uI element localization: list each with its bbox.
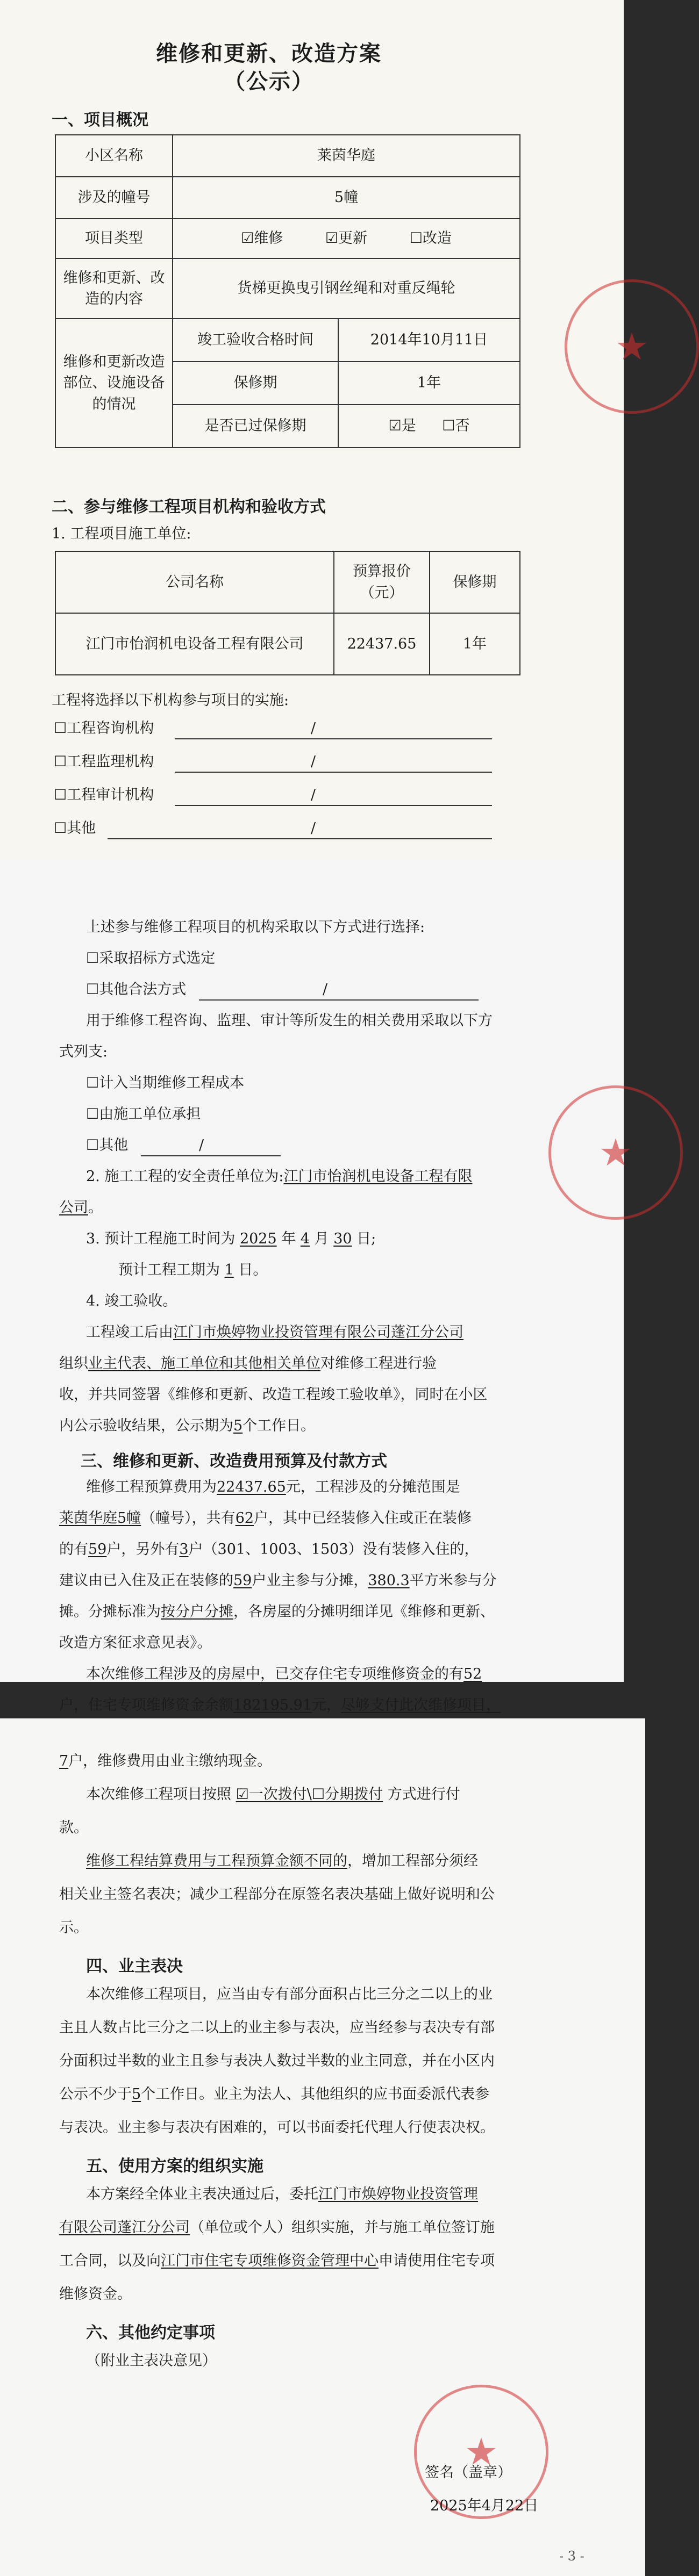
impl-line-3: 工合同，以及向江门市住宅专项维修资金管理中心申请使用住宅专项 [59,2253,495,2269]
type-repair-checkbox[interactable]: ☑维修 [241,230,283,247]
warranty-expired-options [338,405,520,448]
page-2 [0,860,633,1714]
section-budget: 三、维修和更新、改造费用预算及付款方式 [81,1452,387,1471]
acceptance-date-label: 竣工验收合格时间 [173,319,338,362]
community-name-label: 小区名称 [55,135,173,177]
stamp-star-icon: ★ [464,2430,498,2474]
expense-text-2: 式列支: [59,1044,108,1060]
building-label: 涉及的幢号 [55,177,173,219]
project-type-label: 项目类型 [55,219,173,258]
project-overview-table [55,134,520,448]
construction-date-line: 3. 预计工程施工时间为 2025 年 4 月 30 日; [86,1231,376,1247]
section-other: 六、其他约定事项 [86,2323,215,2342]
budget-value: 22437.65 [334,613,430,675]
section-vote: 四、业主表决 [86,1957,183,1976]
budget-line-5: 摊。分摊标准为按分户分摊，各房屋的分摊明细详见《维修和更新、 [59,1603,495,1620]
option-audit[interactable]: ☐工程审计机构 [54,787,154,803]
impl-line-1: 本方案经全体业主表决通过后，委托江门市焕婷物业投资管理 [86,2186,478,2203]
option-expense-other-value: / [199,1137,204,1154]
warranty-header: 保修期 [430,551,520,613]
warranty-label: 保修期 [173,362,338,405]
acceptance-line-4: 内公示验收结果，公示期为5个工作日。 [59,1417,316,1434]
construction-month: 4 [300,1231,310,1247]
page-1 [0,0,649,860]
budget-line-8: 户，住宅专项维修资金余额182195.91元，尽够支付此次维修项目， [59,1697,501,1714]
option-audit-value: / [311,787,316,803]
warranty-expired-label: 是否已过保修期 [173,405,338,448]
institution-select-text: 工程将选择以下机构参与项目的实施: [52,692,289,709]
acceptance-line-1: 工程竣工后由江门市焕婷物业投资管理有限公司蓬江分公司 [86,1324,463,1341]
stamp-star-icon: ★ [615,325,649,369]
settlement-line-2: 相关业主签名表决；减少工程部分在原签名表决基础上做好说明和公 [59,1886,495,1903]
impl-line-4: 维修资金。 [59,2286,132,2302]
page-3 [0,1718,645,2576]
budget-line-3: 的有59户，另外有3户（301、1003、1503）没有装修入住的， [59,1541,479,1558]
signature-label: 签名（盖章） [425,2464,512,2481]
acceptance-line-3: 收，并共同签署《维修和更新、改造工程竣工验收单》，同时在小区 [59,1386,488,1403]
community-name-value: 莱茵华庭 [173,135,520,177]
option-current-cost[interactable]: ☐计入当期维修工程成本 [86,1075,245,1091]
option-contractor-bear[interactable]: ☐由施工单位承担 [86,1106,201,1122]
budget-line-6: 改造方案征求意见表》。 [59,1635,212,1651]
option-consulting[interactable]: ☐工程咨询机构 [54,720,154,737]
safety-unit-line-2: 公司。 [59,1199,103,1216]
construction-day: 30 [333,1231,352,1247]
building-value: 5幢 [173,177,520,219]
signature-date: 2025年4月22日 [430,2498,539,2514]
content-value: 货梯更换曳引钢丝绳和对重反绳轮 [173,258,520,319]
vote-line-2: 主且人数占比三分之二以上的业主参与表决，应当经参与表决专有部 [59,2019,495,2036]
budget-line-1: 维修工程预算费用为22437.65元，工程涉及的分摊范围是 [86,1479,460,1495]
attachment-note: （附业主表决意见） [86,2352,217,2369]
vote-line-5: 与表决。业主参与表决有困难的，可以书面委托代理人行使表决权。 [59,2119,495,2136]
document-title: 维修和更新、改造方案 [156,41,382,66]
project-type-options [173,219,520,258]
warranty-value: 1年 [338,362,520,405]
vote-line-4: 公示不少于5个工作日。业主为法人、其他组织的应书面委派代表参 [59,2086,490,2103]
section-implementation: 五、使用方案的组织实施 [86,2157,263,2176]
acceptance-heading: 4. 竣工验收。 [86,1293,177,1309]
option-expense-other[interactable]: ☐其他 [86,1137,129,1154]
expired-no-checkbox[interactable]: ☐否 [442,418,470,435]
option-consulting-value: / [311,720,316,737]
settlement-line-1: 维修工程结算费用与工程预算金额不同的，增加工程部分须经 [86,1853,478,1869]
document-subtitle: （公示） [224,69,314,94]
company-stamp-page2 [548,1085,683,1220]
equipment-label: 维修和更新改造部位、设施设备的情况 [55,319,173,448]
page-number: - 3 - [559,2549,584,2564]
settlement-line-3: 示。 [59,1919,88,1936]
construction-duration-line: 预计工程工期为 1 日。 [118,1262,268,1278]
payment-method-options[interactable]: ☑一次拨付\☐分期拨付 [236,1786,383,1803]
type-rebuild-checkbox[interactable]: ☐改造 [409,230,452,247]
safety-unit-line: 2. 施工工程的安全责任单位为:江门市怡润机电设备工程有限 [86,1168,473,1185]
budget-line-7: 本次维修工程涉及的房屋中，已交存住宅专项维修资金的有52 [86,1666,482,1682]
safety-unit-value: 江门市怡润机电设备工程有限 [283,1168,473,1185]
construction-duration: 1 [224,1262,234,1278]
budget-header: 预算报价（元） [334,551,430,613]
option-other-legal-value: / [323,981,328,998]
company-stamp [565,279,699,414]
stamp-star-icon: ★ [598,1131,633,1175]
company-warranty: 1年 [430,613,520,675]
option-other-legal[interactable]: ☐其他合法方式 [86,981,187,998]
section-project-overview: 一、项目概况 [52,111,148,129]
vote-line-3: 分面积过半数的业主且参与表决人数过半数的业主同意，并在小区内 [59,2053,495,2069]
expired-yes-checkbox[interactable]: ☑是 [388,418,416,435]
contractor-table [55,551,520,675]
contractor-heading: 1. 工程项目施工单位: [52,526,191,542]
company-header: 公司名称 [55,551,334,613]
selection-method-text: 上述参与维修工程项目的机构采取以下方式进行选择: [86,919,425,936]
section-institutions: 二、参与维修工程项目机构和验收方式 [52,498,326,516]
construction-year: 2025 [239,1231,277,1247]
option-tender[interactable]: ☐采取招标方式选定 [86,950,216,967]
option-supervision-value: / [311,753,316,770]
content-label: 维修和更新、改造的内容 [55,258,173,319]
cash-line: 7户，维修费用由业主缴纳现金。 [59,1753,272,1769]
budget-line-2: 莱茵华庭5幢（幢号），共有62户，其中已经装修入住或正在装修 [59,1510,472,1527]
vote-line-1: 本次维修工程项目，应当由专有部分面积占比三分之二以上的业 [86,1986,493,2003]
payment-line-1: 本次维修工程项目按照 ☑一次拨付\☐分期拨付 方式进行付 [86,1786,460,1803]
expense-text-1: 用于维修工程咨询、监理、审计等所发生的相关费用采取以下方 [86,1012,493,1029]
acceptance-line-2: 组织业主代表、施工单位和其他相关单位对维修工程进行验 [59,1355,437,1372]
payment-line-2: 款。 [59,1819,88,1836]
budget-line-4: 建议由已入住及正在装修的59户业主参与分摊，380.3平方米参与分 [59,1572,497,1589]
option-other[interactable]: ☐其他 [54,820,96,837]
impl-line-2: 有限公司蓬江分公司（单位或个人）组织实施，并与施工单位签订施 [59,2219,495,2236]
company-name: 江门市怡润机电设备工程有限公司 [55,613,334,675]
type-renew-checkbox[interactable]: ☑更新 [325,230,368,247]
option-supervision[interactable]: ☐工程监理机构 [54,753,154,770]
acceptance-date-value: 2014年10月11日 [338,319,520,362]
option-other-value: / [311,820,316,837]
